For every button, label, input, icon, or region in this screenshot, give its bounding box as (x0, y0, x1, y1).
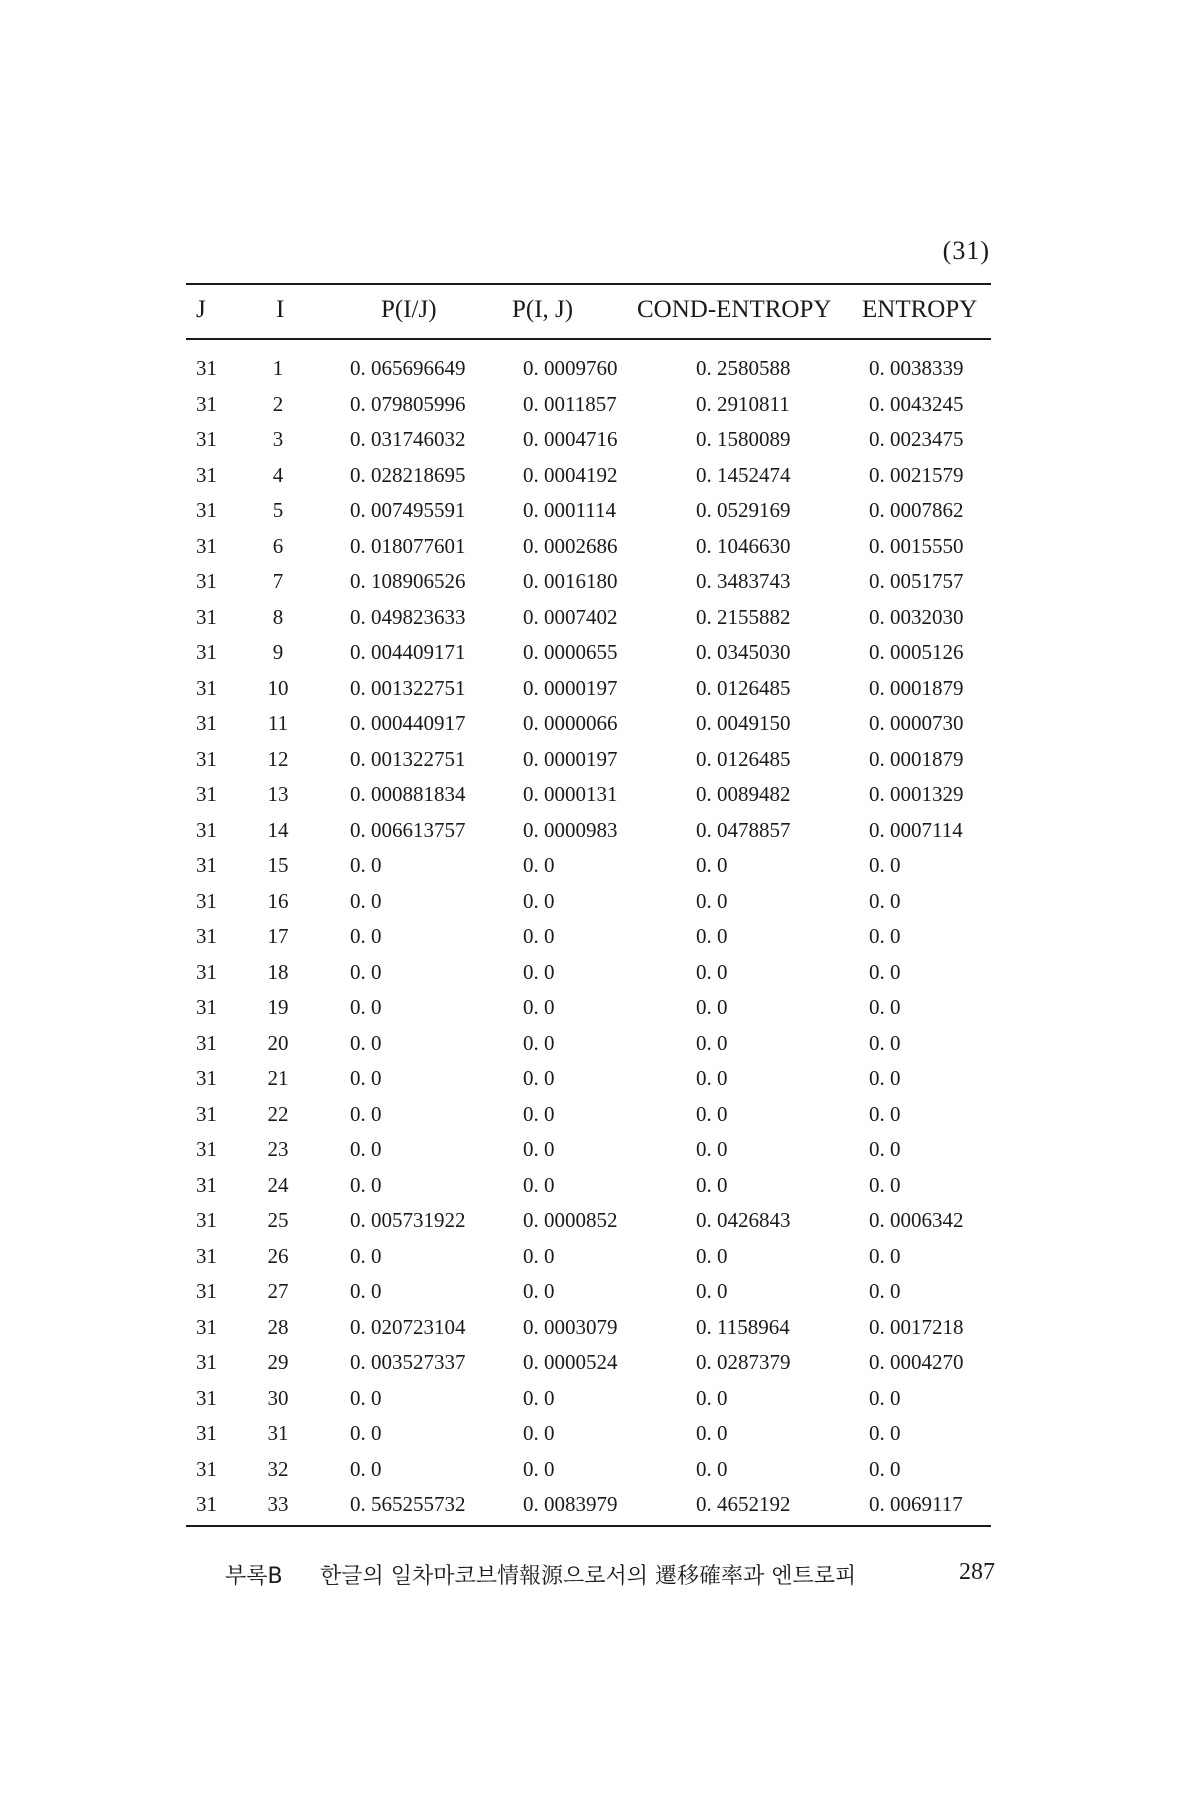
cell-entropy: 0. 0005126 (869, 640, 964, 664)
cell-j: 31 (196, 1421, 217, 1445)
footer-appendix-label: 부록B (225, 1564, 283, 1589)
header-p-i-j: P(I, J) (512, 296, 574, 323)
table-row (0, 600, 1200, 636)
cell-cond-entropy: 0. 1580089 (696, 427, 791, 451)
cell-p-i-j: 0. 0001114 (523, 498, 616, 522)
cell-i: 2 (272, 391, 284, 416)
cell-p-i-j: 0. 0 (523, 995, 555, 1019)
cell-p-i-j: 0. 0009760 (523, 356, 618, 380)
table-row (0, 1487, 1200, 1523)
cell-p-i-given-j: 0. 0 (350, 959, 382, 984)
cell-p-i-j: 0. 0002686 (523, 533, 618, 558)
cell-p-i-given-j: 0. 0 (350, 1456, 382, 1481)
cell-cond-entropy: 0. 0 (696, 1421, 728, 1445)
cell-p-i-given-j: 0. 005731922 (350, 1208, 466, 1232)
table-row (0, 1381, 1200, 1417)
table-row (0, 351, 1200, 387)
cell-cond-entropy: 0. 0 (696, 959, 728, 984)
cell-j: 31 (196, 427, 217, 451)
cell-p-i-given-j: 0. 018077601 (350, 533, 466, 558)
cell-p-i-given-j: 0. 108906526 (350, 569, 466, 593)
table-row (0, 1452, 1200, 1488)
cell-j: 31 (196, 995, 217, 1019)
table-row (0, 955, 1200, 991)
table-row (0, 458, 1200, 494)
table-page-number: (31) (942, 236, 990, 265)
cell-i: 20 (267, 1030, 289, 1055)
cell-entropy: 0. 0051757 (869, 569, 964, 593)
cell-i: 6 (272, 533, 284, 558)
cell-p-i-given-j: 0. 049823633 (350, 604, 466, 629)
cell-p-i-given-j: 0. 004409171 (350, 640, 466, 664)
cell-p-i-j: 0. 0000524 (523, 1350, 618, 1374)
cell-j: 31 (196, 1243, 217, 1268)
cell-entropy: 0. 0021579 (869, 462, 964, 487)
table-row (0, 635, 1200, 671)
cell-p-i-j: 0. 0000852 (523, 1208, 618, 1232)
table-row (0, 1026, 1200, 1062)
cell-p-i-given-j: 0. 003527337 (350, 1350, 466, 1374)
cell-j: 31 (196, 498, 217, 522)
cell-cond-entropy: 0. 0 (696, 924, 728, 948)
cell-p-i-given-j: 0. 0 (350, 853, 382, 877)
cell-cond-entropy: 0. 0126485 (696, 675, 791, 700)
table-row (0, 1274, 1200, 1310)
table-row (0, 1416, 1200, 1452)
cell-i: 26 (267, 1243, 289, 1268)
cell-entropy: 0. 0 (869, 1101, 901, 1126)
cell-entropy: 0. 0 (869, 1385, 901, 1410)
table-row (0, 1132, 1200, 1168)
table-row (0, 564, 1200, 600)
header-cond-entropy: COND-ENTROPY (637, 296, 832, 323)
cell-cond-entropy: 0. 0 (696, 1456, 728, 1481)
table-row (0, 919, 1200, 955)
cell-cond-entropy: 0. 2910811 (696, 391, 790, 416)
cell-p-i-given-j: 0. 0 (350, 1243, 382, 1268)
cell-i: 28 (267, 1314, 289, 1339)
table-row (0, 529, 1200, 565)
cell-p-i-given-j: 0. 0 (350, 924, 382, 948)
cell-cond-entropy: 0. 0 (696, 1101, 728, 1126)
cell-j: 31 (196, 569, 217, 593)
table-row (0, 848, 1200, 884)
cell-p-i-given-j: 0. 000881834 (350, 782, 466, 806)
cell-j: 31 (196, 1208, 217, 1232)
cell-p-i-j: 0. 0 (523, 924, 555, 948)
cell-p-i-given-j: 0. 0 (350, 1421, 382, 1445)
cell-entropy: 0. 0 (869, 1279, 901, 1303)
cell-j: 31 (196, 640, 217, 664)
cell-i: 27 (267, 1279, 289, 1303)
cell-p-i-j: 0. 0 (523, 1421, 555, 1445)
cell-entropy: 0. 0023475 (869, 427, 964, 451)
cell-cond-entropy: 0. 1452474 (696, 462, 791, 487)
cell-cond-entropy: 0. 0 (696, 888, 728, 913)
cell-p-i-given-j: 0. 065696649 (350, 356, 466, 380)
cell-p-i-j: 0. 0 (523, 959, 555, 984)
cell-i: 11 (267, 711, 289, 735)
cell-j: 31 (196, 782, 217, 806)
cell-entropy: 0. 0007114 (869, 817, 963, 842)
cell-entropy: 0. 0001329 (869, 782, 964, 806)
cell-entropy: 0. 0006342 (869, 1208, 964, 1232)
cell-j: 31 (196, 1492, 217, 1516)
cell-entropy: 0. 0015550 (869, 533, 964, 558)
cell-cond-entropy: 0. 1158964 (696, 1314, 790, 1339)
cell-i: 25 (267, 1208, 289, 1232)
cell-i: 21 (267, 1066, 289, 1090)
cell-p-i-given-j: 0. 0 (350, 1030, 382, 1055)
cell-p-i-given-j: 0. 079805996 (350, 391, 466, 416)
cell-j: 31 (196, 1350, 217, 1374)
cell-i: 18 (267, 959, 289, 984)
cell-j: 31 (196, 533, 217, 558)
cell-p-i-j: 0. 0000197 (523, 675, 618, 700)
header-j: J (196, 296, 206, 323)
cell-j: 31 (196, 853, 217, 877)
table-row (0, 1168, 1200, 1204)
cell-p-i-j: 0. 0004716 (523, 427, 618, 451)
cell-p-i-j: 0. 0 (523, 1279, 555, 1303)
cell-i: 14 (267, 817, 289, 842)
cell-entropy: 0. 0 (869, 1066, 901, 1090)
cell-i: 5 (272, 498, 284, 522)
cell-p-i-j: 0. 0 (523, 1172, 555, 1197)
bottom-rule (186, 1525, 991, 1527)
cell-j: 31 (196, 711, 217, 735)
cell-entropy: 0. 0 (869, 924, 901, 948)
table-row (0, 1345, 1200, 1381)
cell-p-i-given-j: 0. 000440917 (350, 711, 466, 735)
cell-cond-entropy: 0. 3483743 (696, 569, 791, 593)
cell-j: 31 (196, 1030, 217, 1055)
table-header (0, 292, 1200, 332)
cell-i: 31 (267, 1421, 289, 1445)
cell-cond-entropy: 0. 0 (696, 1030, 728, 1055)
cell-cond-entropy: 0. 0478857 (696, 817, 791, 842)
cell-p-i-j: 0. 0 (523, 1137, 555, 1161)
cell-p-i-given-j: 0. 0 (350, 1385, 382, 1410)
cell-cond-entropy: 0. 4652192 (696, 1492, 791, 1516)
cell-entropy: 0. 0 (869, 959, 901, 984)
cell-j: 31 (196, 1385, 217, 1410)
cell-i: 17 (267, 924, 289, 948)
cell-p-i-j: 0. 0 (523, 1101, 555, 1126)
cell-p-i-given-j: 0. 0 (350, 1279, 382, 1303)
cell-i: 16 (267, 888, 289, 913)
cell-p-i-j: 0. 0000131 (523, 782, 618, 806)
table-row (0, 1239, 1200, 1275)
cell-entropy: 0. 0 (869, 1243, 901, 1268)
cell-entropy: 0. 0017218 (869, 1314, 964, 1339)
cell-i: 30 (267, 1385, 289, 1410)
cell-p-i-given-j: 0. 006613757 (350, 817, 466, 842)
table-row (0, 706, 1200, 742)
cell-i: 22 (267, 1101, 289, 1126)
cell-p-i-j: 0. 0007402 (523, 604, 618, 629)
cell-j: 31 (196, 675, 217, 700)
cell-entropy: 0. 0 (869, 995, 901, 1019)
footer-title: 한글의 일차마코브情報源으로서의 遷移確率과 엔트로피 (320, 1564, 857, 1589)
cell-cond-entropy: 0. 0 (696, 1385, 728, 1410)
cell-p-i-given-j: 0. 0 (350, 995, 382, 1019)
cell-i: 32 (267, 1456, 289, 1481)
cell-j: 31 (196, 1456, 217, 1481)
cell-entropy: 0. 0001879 (869, 746, 964, 771)
cell-j: 31 (196, 1314, 217, 1339)
table-row (0, 990, 1200, 1026)
cell-cond-entropy: 0. 0089482 (696, 782, 791, 806)
table-row (0, 884, 1200, 920)
cell-cond-entropy: 0. 2155882 (696, 604, 791, 629)
table-row (0, 671, 1200, 707)
cell-p-i-j: 0. 0000983 (523, 817, 618, 842)
cell-i: 9 (272, 640, 284, 664)
cell-entropy: 0. 0 (869, 1172, 901, 1197)
cell-entropy: 0. 0004270 (869, 1350, 964, 1374)
cell-p-i-j: 0. 0 (523, 1243, 555, 1268)
cell-p-i-j: 0. 0004192 (523, 462, 618, 487)
cell-p-i-given-j: 0. 001322751 (350, 746, 466, 771)
table-row (0, 493, 1200, 529)
cell-p-i-given-j: 0. 007495591 (350, 498, 466, 522)
cell-p-i-given-j: 0. 028218695 (350, 462, 466, 487)
cell-entropy: 0. 0 (869, 1421, 901, 1445)
cell-p-i-j: 0. 0016180 (523, 569, 618, 593)
cell-p-i-given-j: 0. 0 (350, 888, 382, 913)
cell-p-i-j: 0. 0 (523, 853, 555, 877)
table-body (0, 351, 1200, 1523)
cell-i: 7 (272, 569, 284, 593)
cell-j: 31 (196, 888, 217, 913)
cell-i: 3 (272, 427, 284, 451)
cell-entropy: 0. 0038339 (869, 356, 964, 380)
cell-j: 31 (196, 924, 217, 948)
cell-entropy: 0. 0032030 (869, 604, 964, 629)
cell-entropy: 0. 0 (869, 1137, 901, 1161)
cell-p-i-j: 0. 0083979 (523, 1492, 618, 1516)
table-row (0, 1310, 1200, 1346)
cell-entropy: 0. 0043245 (869, 391, 964, 416)
cell-j: 31 (196, 462, 217, 487)
cell-p-i-j: 0. 0 (523, 1385, 555, 1410)
table-row (0, 777, 1200, 813)
cell-cond-entropy: 0. 0 (696, 1137, 728, 1161)
cell-j: 31 (196, 604, 217, 629)
cell-entropy: 0. 0001879 (869, 675, 964, 700)
cell-i: 29 (267, 1350, 289, 1374)
cell-cond-entropy: 0. 0126485 (696, 746, 791, 771)
cell-cond-entropy: 0. 0 (696, 1066, 728, 1090)
cell-j: 31 (196, 356, 217, 380)
cell-entropy: 0. 0069117 (869, 1492, 963, 1516)
header-i: I (276, 296, 285, 323)
table-row (0, 1061, 1200, 1097)
cell-p-i-j: 0. 0 (523, 1066, 555, 1090)
cell-cond-entropy: 0. 0426843 (696, 1208, 791, 1232)
cell-i: 19 (267, 995, 289, 1019)
table-row (0, 1097, 1200, 1133)
cell-p-i-given-j: 0. 001322751 (350, 675, 466, 700)
cell-entropy: 0. 0000730 (869, 711, 964, 735)
cell-cond-entropy: 0. 0287379 (696, 1350, 791, 1374)
cell-j: 31 (196, 1172, 217, 1197)
cell-j: 31 (196, 1101, 217, 1126)
header-p-i-given-j: P(I/J) (381, 296, 437, 323)
table-row (0, 422, 1200, 458)
cell-cond-entropy: 0. 0049150 (696, 711, 791, 735)
cell-cond-entropy: 0. 0 (696, 1172, 728, 1197)
cell-cond-entropy: 0. 1046630 (696, 533, 791, 558)
cell-j: 31 (196, 1279, 217, 1303)
cell-i: 1 (272, 356, 284, 380)
cell-i: 24 (267, 1172, 289, 1197)
cell-p-i-j: 0. 0011857 (523, 391, 617, 416)
cell-j: 31 (196, 391, 217, 416)
cell-p-i-j: 0. 0 (523, 1456, 555, 1481)
cell-j: 31 (196, 1137, 217, 1161)
cell-p-i-j: 0. 0 (523, 888, 555, 913)
cell-p-i-j: 0. 0 (523, 1030, 555, 1055)
cell-j: 31 (196, 959, 217, 984)
cell-p-i-j: 0. 0000197 (523, 746, 618, 771)
top-rule (186, 283, 991, 285)
cell-p-i-given-j: 0. 565255732 (350, 1492, 466, 1516)
cell-p-i-given-j: 0. 0 (350, 1137, 382, 1161)
cell-p-i-j: 0. 0000066 (523, 711, 618, 735)
cell-cond-entropy: 0. 0 (696, 1279, 728, 1303)
cell-p-i-given-j: 0. 0 (350, 1101, 382, 1126)
cell-entropy: 0. 0 (869, 1456, 901, 1481)
cell-entropy: 0. 0 (869, 888, 901, 913)
cell-j: 31 (196, 746, 217, 771)
cell-p-i-given-j: 0. 0 (350, 1066, 382, 1090)
cell-entropy: 0. 0 (869, 853, 901, 877)
cell-entropy: 0. 0007862 (869, 498, 964, 522)
table-row (0, 813, 1200, 849)
cell-cond-entropy: 0. 0345030 (696, 640, 791, 664)
table-row (0, 387, 1200, 423)
cell-j: 31 (196, 1066, 217, 1090)
page-footer (225, 1555, 995, 1595)
cell-i: 12 (267, 746, 289, 771)
cell-cond-entropy: 0. 0 (696, 995, 728, 1019)
cell-cond-entropy: 0. 0 (696, 853, 728, 877)
header-rule (186, 338, 991, 340)
cell-cond-entropy: 0. 0 (696, 1243, 728, 1268)
cell-cond-entropy: 0. 0529169 (696, 498, 791, 522)
cell-i: 4 (272, 462, 284, 487)
footer-page-number: 287 (959, 1559, 995, 1585)
cell-entropy: 0. 0 (869, 1030, 901, 1055)
cell-p-i-j: 0. 0000655 (523, 640, 618, 664)
cell-p-i-given-j: 0. 031746032 (350, 427, 466, 451)
cell-p-i-given-j: 0. 0 (350, 1172, 382, 1197)
cell-i: 23 (267, 1137, 289, 1161)
cell-i: 10 (267, 675, 289, 700)
cell-cond-entropy: 0. 2580588 (696, 356, 791, 380)
cell-j: 31 (196, 817, 217, 842)
cell-i: 15 (267, 853, 289, 877)
cell-p-i-given-j: 0. 020723104 (350, 1314, 466, 1339)
cell-i: 13 (267, 782, 289, 806)
cell-i: 8 (272, 604, 284, 629)
table-row (0, 742, 1200, 778)
header-entropy: ENTROPY (862, 296, 978, 323)
cell-i: 33 (267, 1492, 289, 1516)
cell-p-i-j: 0. 0003079 (523, 1314, 618, 1339)
table-row (0, 1203, 1200, 1239)
